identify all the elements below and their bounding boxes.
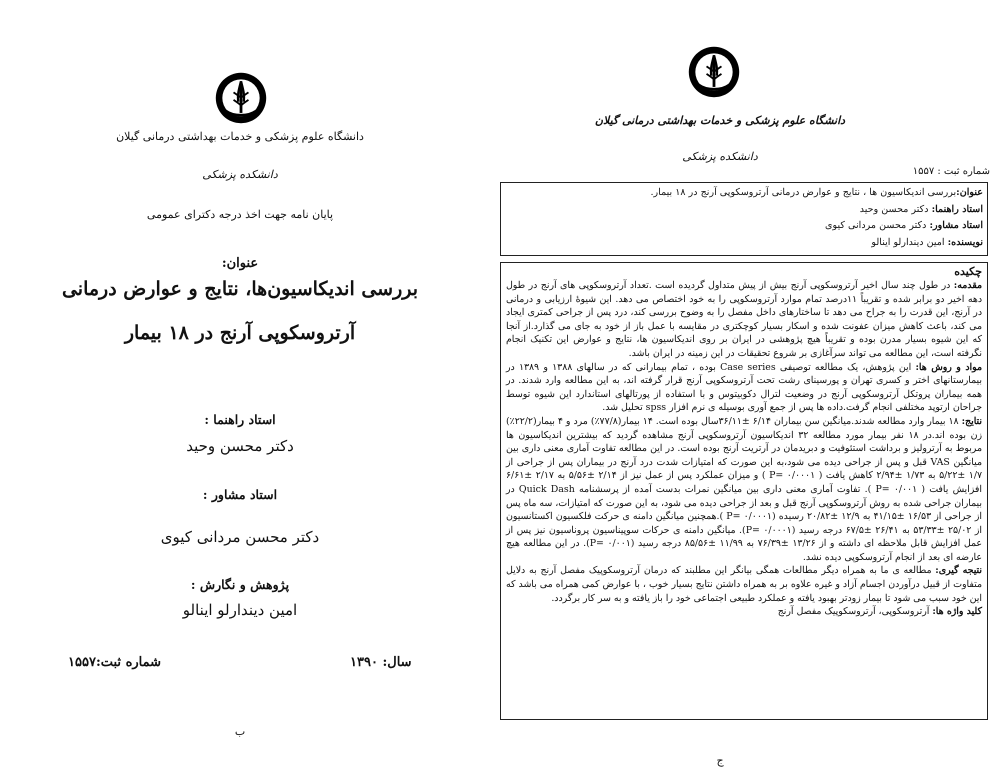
info-advisor-row [505,218,983,235]
year-label: سال: [382,655,412,670]
info-author: امین دیندارلو اینالو [871,236,945,248]
info-title: بررسی اندیکاسیون ها ، نتایج و عوارض درمانی آرتروسکوپی آرنج در ۱۸ بیمار. [650,187,957,198]
abstract-intro [506,279,982,361]
author-label: پژوهش و نگارش : [190,577,290,592]
year-value: ۱۳۹۰ [350,655,378,670]
results-label: نتایج: [961,415,982,427]
abstract-heading: چکیده [954,265,982,278]
conclusion-text: مطالعه ی ما به همراه دیگر مطالعات همگی بیانگر این مطلبند که درمان آرتروسکوپیک مفصل آرنج به دلایل متفاوت از قبیل درآوردن اجسام آزاد و غیره علاوه بر به همراه داشتن نتایج بسیار خوب ، با عوارض کمی همراه می باشد که این خود سبب می شود تا بیمار زودتر بهبود یافته و عملکرد طبیعی اجتماعی خود را باز یافته و به سر کار برگردد. [506,565,982,604]
university-logo-icon [213,70,269,126]
info-supervisor-label: استاد راهنما: [931,203,983,215]
author-name: امین دیندارلو اینالو [182,601,298,619]
info-supervisor: دکتر محسن وحید [859,203,929,215]
left-page [0,0,490,772]
year-block [350,655,412,670]
title-label: عنوان: [221,256,259,271]
registration-label: شماره ثبت: [95,655,162,670]
page-letter: ج [716,754,724,767]
registration-value: ۱۵۵۷ [68,655,96,670]
abstract-box [500,262,988,720]
abstract-methods [506,361,982,415]
thesis-title-line1: بررسی اندیکاسیون‌ها، نتایج و عوارض درمانی [61,278,419,300]
thesis-title-line2: آرتروسکوپی آرنج در ۱۸ بیمار [124,322,356,344]
info-title-label: عنوان: [956,187,983,198]
abstract-results [506,415,982,565]
keywords-text: آرتروسکوپی، آرتروسکوپیک مفصل آرنج [777,606,933,618]
registration-line: شماره ثبت : ۱۵۵۷ [912,166,990,177]
faculty-name: دانشکده پزشکی [202,168,278,181]
supervisor-label: استاد راهنما : [204,412,276,427]
university-name: دانشگاه علوم پزشکی و خدمات بهداشتی درمانی گیلان [116,130,364,143]
supervisor-name: دکتر محسن وحید [186,437,294,455]
page-letter: ب [234,725,246,738]
info-advisor: دکتر محسن مردانی کیوی [825,220,927,231]
info-box [500,182,988,256]
university-logo-icon [686,44,742,100]
info-author-row [505,235,983,252]
advisor-name: دکتر محسن مردانی کیوی [160,528,320,546]
intro-label: مقدمه: [953,280,982,291]
abstract-conclusion [506,564,982,605]
university-name: دانشگاه علوم پزشکی و خدمات بهداشتی درمانی گیلان [594,114,846,127]
thesis-type: پایان نامه جهت اخذ درجه دکترای عمومی [146,208,334,221]
registration-block [68,655,161,670]
abstract-keywords [506,605,982,619]
advisor-label: استاد مشاور : [202,487,278,502]
intro-text: در طول چند سال اخیر آرتروسکوپی آرنج بیش از پیش متداول گردیده است .تعداد آرتروسکوپی های آرنج در طول دهه اخیر دو برابر شده و تقریباً ۱۱درصد تمام موارد آرتروسکوپی را به خود اختصاص می دهد. این شیوهٔ ارزیابی و درمانی در آرنج، این قدرت را به جراح می دهد تا ساختارهای داخل مفصل را به وضوح بررسی کند، درد پس از جراحی کمتری ایجاد می کند، باعث کاهش میزان عفونت شده و اسکار بسیار کوچکتری در مقایسه با عمل باز از خود به جای می گذارد.از آنجا که این شیوه بسیار مدرن بوده و تقریباً هیچ پژوهشی در ایران بر روی اندیکاسیون ها، نتایج و عوارض این تکنیک انجام نگرفته است، این مطالعه می تواند سرآغازی بر شروع تحقیقات در این زمینه در ایران باشد. [506,280,983,359]
info-author-label: نویسنده: [947,236,983,248]
keywords-label: کلید واژه ها: [932,606,982,618]
methods-label: مواد و روش ها: [915,361,982,373]
conclusion-label: نتیجه گیری: [935,565,982,577]
info-supervisor-row [505,202,983,219]
faculty-name: دانشکده پزشکی [682,150,758,163]
results-text: ۱۸ بیمار وارد مطالعه شدند.میانگین سن بیماران ۶/۱۴ ±۳۶/۱۱سال بوده است. ۱۴ بیمار(۷۷/۸٪) مرد و ۴ بیمار(۲۲/۲٪) زن بوده اند.در ۱۸ نفر بیمار مورد مطالعه ۳۲ اندیکاسیون آرتروسکوپی آرنج مشاهده گردید که بیشترین اندیکاسیون ها مربوط به آرتروليز و برداشت استئوفیت و دبریدمان در آرتریت آرنج بوده است. در این مطالعه تفاوت آماری معنی داری بین میانگین VAS قبل و پس از جراحی دیده می شود،به این صورت که امتیازات شدت درد آرنج در بیماران پس از جراحی از ۱/۷ ±۵/۲۲ به ۱/۷۳ ±۲/۹۴ کاهش یافت ( P= ۰/۰۰۰۱ ) و میزان عملکرد پس از عمل نیز از ۲/۱۴ ±۵/۵۶ به ۲/۱۷ ±۶/۶۱ افزایش یافت ( P= ۰/۰۰۱ ). تفاوت آماری معنی داری بین میانگین نمرات بدست آمده از پرسشنامه Quick Dash در بیماران جراحی شده به روش آرتروسکوپی آرنج قبل و بعد از جراحی دیده می شود، به این صورت که امتیازات، سه ماه پس از جراحی از ۱۶/۵۳ ±۴۱/۱۵ به ۱۲/۹ ±۲۰/۸۲ رسیده (P= ۰/۰۰۰۱ ).همچنین میانگین دامنه ی حرکت فلکسیون اکستانسیون از ۲۵/۰۲ ±۵۳/۳۳ به ۲۶/۴۱ ±۶۷/۵ درجه رسید (P= ۰/۰۰۰۱). میانگین دامنه ی حرکات سوپیناسیون پروناسیون نیز پس از عمل افزایش قابل ملاحظه ای داشته و از ۱۳/۲۶ ±۷۶/۳۹ به ۱۱/۹۹ ±۸۵/۵۶ درجه رسید (P= ۰/۰۰۱). در این مطالعه هیچ عارضه ای بعد از انجام آرتروسکوپی دیده نشد. [506,415,983,563]
info-title-row [505,185,983,202]
right-page [490,0,1000,772]
methods-text: این پژوهش، یک مطالعه توصیفی Case series بوده ، تمام بیمارانی که در سالهای ۱۳۸۸ و ۱۳۸۹ در بیمارستانهای اختر و کسری تهران و پورسینای رشت تحت آرتروسکوپی آرنج قرار گرفته اند، به این مطالعه وارد شدند. در همه بیماران پروتکل آرتروسکوپی آرنج در وضعیت لترال دکوبیتوس و با استفاده از پورتالهای استاندارد این شیوه توسط جراحان ارتوپد مختلفی انجام گرفت.داده ها پس از جمع آوری بوسیله ی نرم افزار spss تحلیل شد. [506,361,982,414]
info-advisor-label: استاد مشاور: [929,220,983,231]
